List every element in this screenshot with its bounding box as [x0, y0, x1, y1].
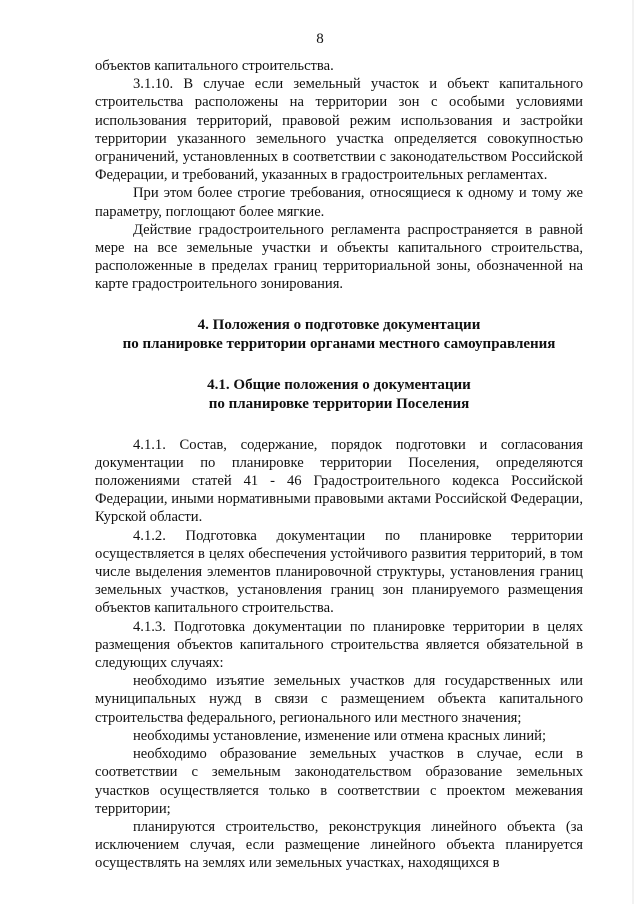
list-item-case-1: необходимо изъятие земельных участков для государственных или муниципальных нужд в связи с размещением объекта капитального строительства федерального, регионального или местного значения; — [95, 673, 583, 726]
section-4-1-title-line1: 4.1. Общие положения о документации — [207, 376, 471, 393]
paragraph-3-1-10: 3.1.10. В случае если земельный участок и объект капитального строительства расположены на территории зон с особыми условиями использования территорий, правовой режим использования и застройки территории указанного земельного участка определяется совокупностью ограничений, установленных в соответствии с законодательством Российской Федерации, и требований, указанных в градостроительных регламентах. — [95, 76, 583, 184]
paragraph-stricter-requirements: При этом более строгие требования, относящиеся к одному и тому же параметру, поглощают более мягкие. — [95, 185, 583, 220]
paragraph-4-1-3: 4.1.3. Подготовка документации по планировке территории в целях размещения объектов капитального строительства является обязательной в следующих случаях: — [95, 618, 583, 672]
section-4-heading — [95, 316, 583, 354]
section-4-1-heading — [95, 376, 583, 414]
page-body — [95, 57, 583, 873]
section-4-1-title-line2: по планировке территории Поселения — [208, 395, 470, 412]
paragraph-continuation: объектов капитального строительства. — [95, 58, 334, 74]
list-item-case-2: необходимы установление, изменение или отмена красных линий; — [133, 727, 547, 744]
scan-edge — [632, 0, 634, 904]
section-4-title-line1: 4. Положения о подготовке документации — [197, 316, 481, 333]
list-item-case-3: необходимо образование земельных участков в случае, если в соответствии с земельным законодательством образование земельных участков осуществляется только в соответствии с проектом межевания территории; — [95, 746, 583, 817]
paragraph-4-1-2: 4.1.2. Подготовка документации по планировке территории осуществляется в целях обеспечения устойчивого развития территорий, в том числе выделения элементов планировочной структуры, установления границ земельных участков, установления границ зон планируемого размещения объектов капитального строительства. — [95, 527, 583, 617]
paragraph-regulation-scope: Действие градостроительного регламента распространяется в равной мере на все земельные участки и объекты капитального строительства, расположенные в пределах границ территориальной зоны, обозначенной на карте градостроительного зонирования. — [95, 221, 583, 293]
page-number: 8 — [316, 31, 324, 47]
list-item-case-4: планируются строительство, реконструкция линейного объекта (за исключением случая, если размещение линейного объекта планируется осуществлять на землях или земельных участках, находящихся в — [95, 818, 583, 872]
section-4-title-line2: по планировке территории органами местного самоуправления — [122, 335, 556, 352]
paragraph-4-1-1: 4.1.1. Состав, содержание, порядок подготовки и согласования документации по планировке территории Поселения, определяются положениями статей 41 - 46 Градостроительного кодекса Российской Федерации, иными нормативными правовыми актами Российской Федерации, Курской области. — [95, 436, 583, 526]
